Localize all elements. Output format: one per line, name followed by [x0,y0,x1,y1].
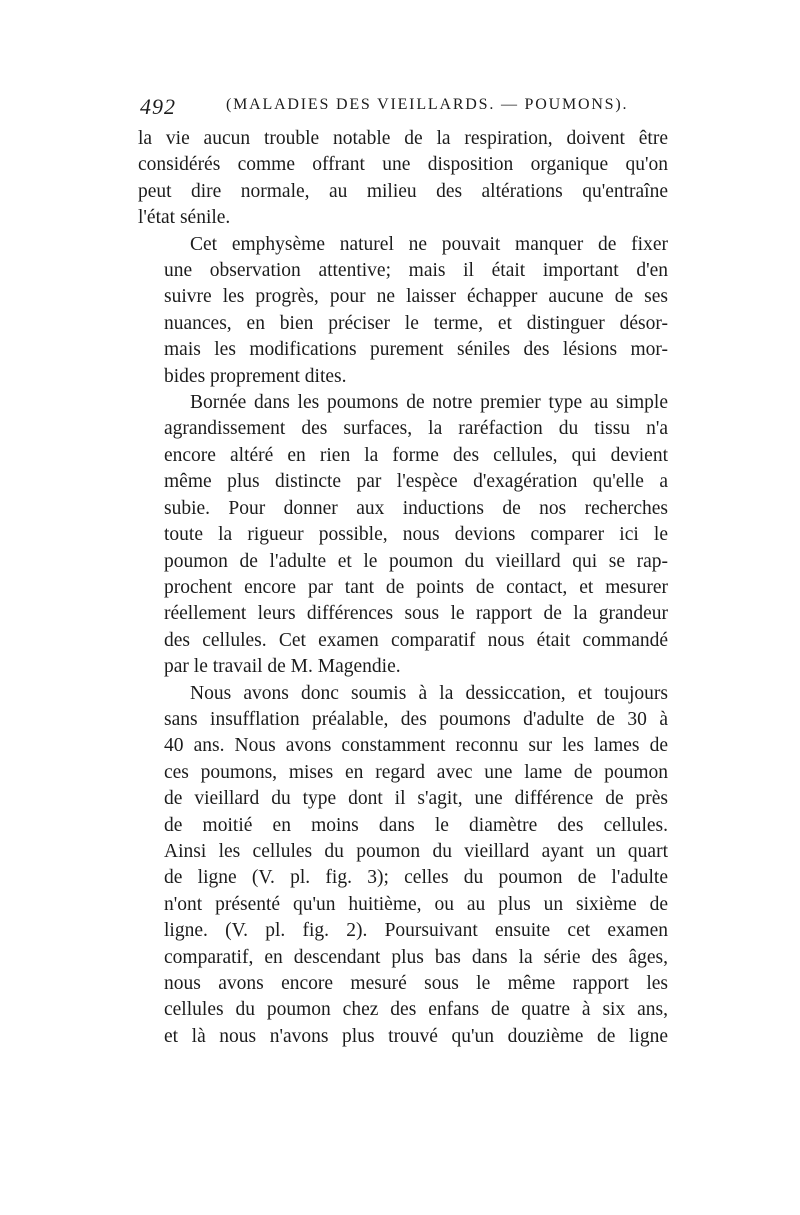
text-line: suivre les progrès, pour ne laisser échapper aucune de ses [164,286,668,308]
text-line: Nous avons donc soumis à la dessiccation, et toujours [190,682,668,704]
running-header [140,92,660,124]
text-line: de vieillard du type dont il s'agit, une différence de près [164,788,668,810]
text-line: Bornée dans les poumons de notre premier type au simple [190,392,668,414]
text-line: réellement leurs différences sous le rapport de la grandeur [164,603,668,625]
text-line: Cet emphysème naturel ne pouvait manquer de fixer [190,233,668,255]
running-title: (MALADIES DES VIEILLARDS. — POUMONS). [226,96,629,113]
text-line: n'ont présenté qu'un huitième, ou au plus un sixième de [164,893,668,915]
text-line: cellules du poumon chez des enfans de quatre à six ans, [164,999,668,1021]
text-line: encore altéré en rien la forme des cellules, qui devient [164,444,668,466]
paragraph-4 [138,681,668,1051]
text-line: bides proprement dites. [164,365,347,387]
text-line: de ligne (V. pl. fig. 3); celles du poumon de l'adulte [164,867,668,889]
text-line: sans insufflation préalable, des poumons d'adulte de 30 à [164,708,668,730]
text-line: même plus distincte par l'espèce d'exagération qu'elle a [164,471,668,493]
paragraph-1 [138,126,668,232]
text-line: de moitié en moins dans le diamètre des cellules. [164,814,668,836]
text-line: comparatif, en descendant plus bas dans la série des âges, [164,946,668,968]
text-line: ces poumons, mises en regard avec une lame de poumon [164,761,668,783]
body-text [138,126,668,1050]
paragraph-2 [138,232,668,390]
text-line: par le travail de M. Magendie. [164,656,401,678]
text-line: poumon de l'adulte et le poumon du vieillard qui se rap- [164,550,668,572]
text-line: peut dire normale, au milieu des altérations qu'entraîne [138,180,668,202]
text-line: l'état sénile. [138,207,231,229]
text-line: agrandissement des surfaces, la raréfaction du tissu n'a [164,418,668,440]
text-line: ligne. (V. pl. fig. 2). Poursuivant ensuite cet examen [164,920,668,942]
text-line: et là nous n'avons plus trouvé qu'un douzième de ligne [164,1025,668,1047]
page-number: 492 [140,94,176,119]
text-line: 40 ans. Nous avons constamment reconnu sur les lames de [164,735,668,757]
text-line: nous avons encore mesuré sous le même rapport les [164,973,668,994]
text-line: toute la rigueur possible, nous devions comparer ici le [164,524,668,546]
text-line: mais les modifications purement séniles des lésions mor- [164,339,668,361]
text-line: Ainsi les cellules du poumon du vieillard ayant un quart [164,840,668,862]
text-line: la vie aucun trouble notable de la respiration, doivent être [138,128,668,149]
text-line: nuances, en bien préciser le terme, et distinguer désor- [164,312,668,334]
text-line: prochent encore par tant de points de contact, et mesurer [164,576,668,598]
text-line: subie. Pour donner aux inductions de nos recherches [164,497,668,519]
text-line: considérés comme offrant une disposition organique qu'on [138,154,668,176]
text-line: une observation attentive; mais il était important d'en [164,260,668,282]
paragraph-3 [138,390,668,680]
text-line: des cellules. Cet examen comparatif nous était commandé [164,629,668,651]
